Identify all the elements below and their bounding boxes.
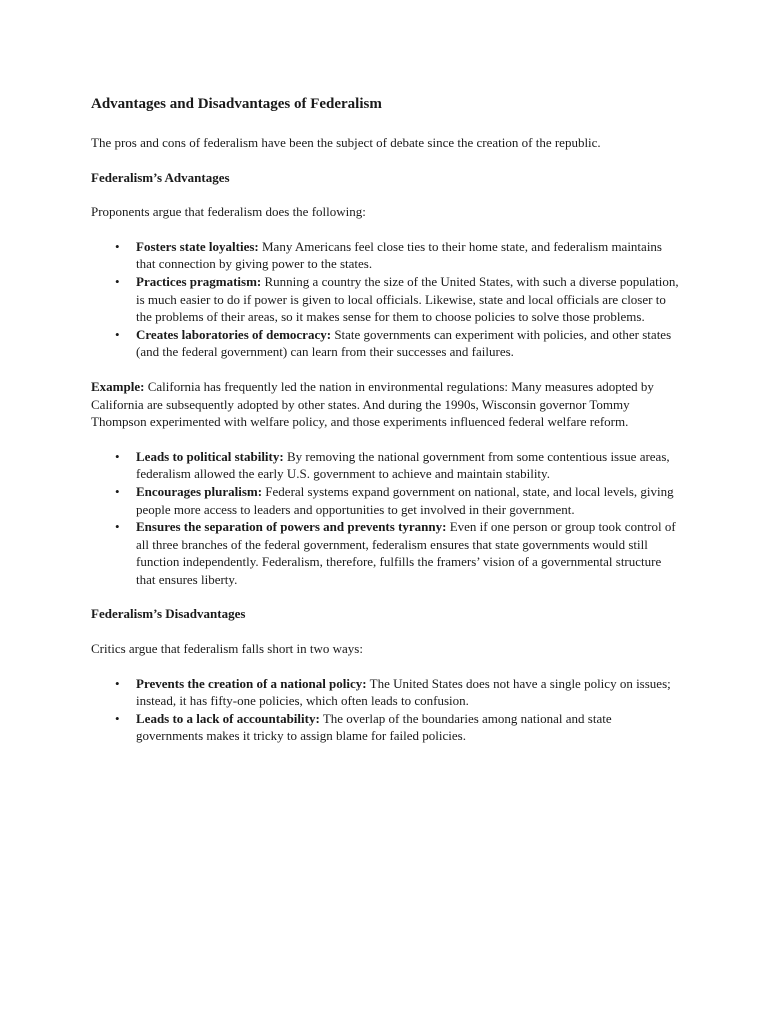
disadvantages-lead: Critics argue that federalism falls short in two ways: [91, 641, 363, 657]
advantages-list-b [91, 448, 681, 589]
advantages-heading: Federalism’s Advantages [91, 169, 230, 185]
disadvantages-heading: Federalism’s Disadvantages [91, 606, 246, 622]
intro-paragraph: The pros and cons of federalism have been the subject of debate since the creation of the republic. [91, 135, 601, 150]
example-label: Example: [91, 378, 145, 394]
list-item [91, 238, 681, 273]
advantages-lead: Proponents argue that federalism does the following: [91, 204, 366, 220]
list-item [91, 326, 681, 361]
list-item-term: Prevents the creation of a national policy: [136, 675, 367, 691]
list-item [91, 448, 681, 483]
list-item-text: State governments can experiment with policies, and other states (and the federal government) can learn from their successes and failures. [136, 326, 672, 360]
list-item-text: Many Americans feel close ties to their home state, and federalism maintains that connection by giving power to the states. [136, 238, 662, 272]
list-item-term: Encourages pluralism: [136, 483, 263, 499]
bullet-icon: • [115, 483, 120, 499]
list-item-text: The overlap of the boundaries among national and state governments makes it tricky to assign blame for failed policies. [136, 710, 612, 744]
list-item-term: Practices pragmatism: [136, 273, 262, 289]
document-title: Advantages and Disadvantages of Federalism [91, 96, 382, 112]
list-item-text: Federal systems expand government on national, state, and local levels, giving people more access to leaders and opportunities to get involved in their government. [136, 483, 674, 517]
list-item-term: Leads to a lack of accountability: [136, 710, 320, 726]
list-item [91, 675, 681, 710]
document-page [91, 94, 681, 762]
list-item-term: Creates laboratories of democracy: [136, 326, 332, 342]
list-item-term: Leads to political stability: [136, 448, 284, 464]
bullet-icon: • [115, 675, 120, 691]
list-item-term: Fosters state loyalties: [136, 238, 259, 254]
list-item-text: Even if one person or group took control of all three branches of the federal government, federalism ensures that state governments would still function independently. Federalism, therefore, fulfills the framers’ vision of a governmental structure that ensures liberty. [136, 519, 676, 587]
bullet-icon: • [115, 519, 120, 535]
example-text: California has frequently led the nation in environmental regulations: Many measures adopted by California are subsequently adopted by other states. And during the 1990s, Wisconsin governor Tommy Thompson experimented with welfare policy, and those experiments influenced federal welfare reform. [91, 378, 654, 430]
advantages-list-a [91, 238, 681, 361]
disadvantages-list [91, 675, 681, 745]
bullet-icon: • [115, 710, 120, 726]
example-paragraph [91, 378, 681, 431]
bullet-icon: • [115, 326, 120, 342]
bullet-icon: • [115, 273, 120, 289]
bullet-icon: • [115, 448, 120, 464]
list-item [91, 518, 681, 588]
bullet-icon: • [115, 238, 120, 254]
list-item-text: Running a country the size of the United States, with such a diverse population, is much easier to do if power is given to local officials. Likewise, state and local officials are closer to the problems of their areas, so it makes sense for them to choose policies to solve those problems. [136, 273, 679, 325]
list-item [91, 273, 681, 326]
list-item-text: By removing the national government from some contentious issue areas, federalism allowed the early U.S. government to achieve and maintain stability. [136, 448, 670, 482]
list-item-text: The United States does not have a single policy on issues; instead, it has fifty-one policies, which often leads to confusion. [136, 675, 671, 709]
list-item-term: Ensures the separation of powers and prevents tyranny: [136, 519, 447, 535]
list-item [91, 483, 681, 518]
list-item [91, 710, 681, 745]
